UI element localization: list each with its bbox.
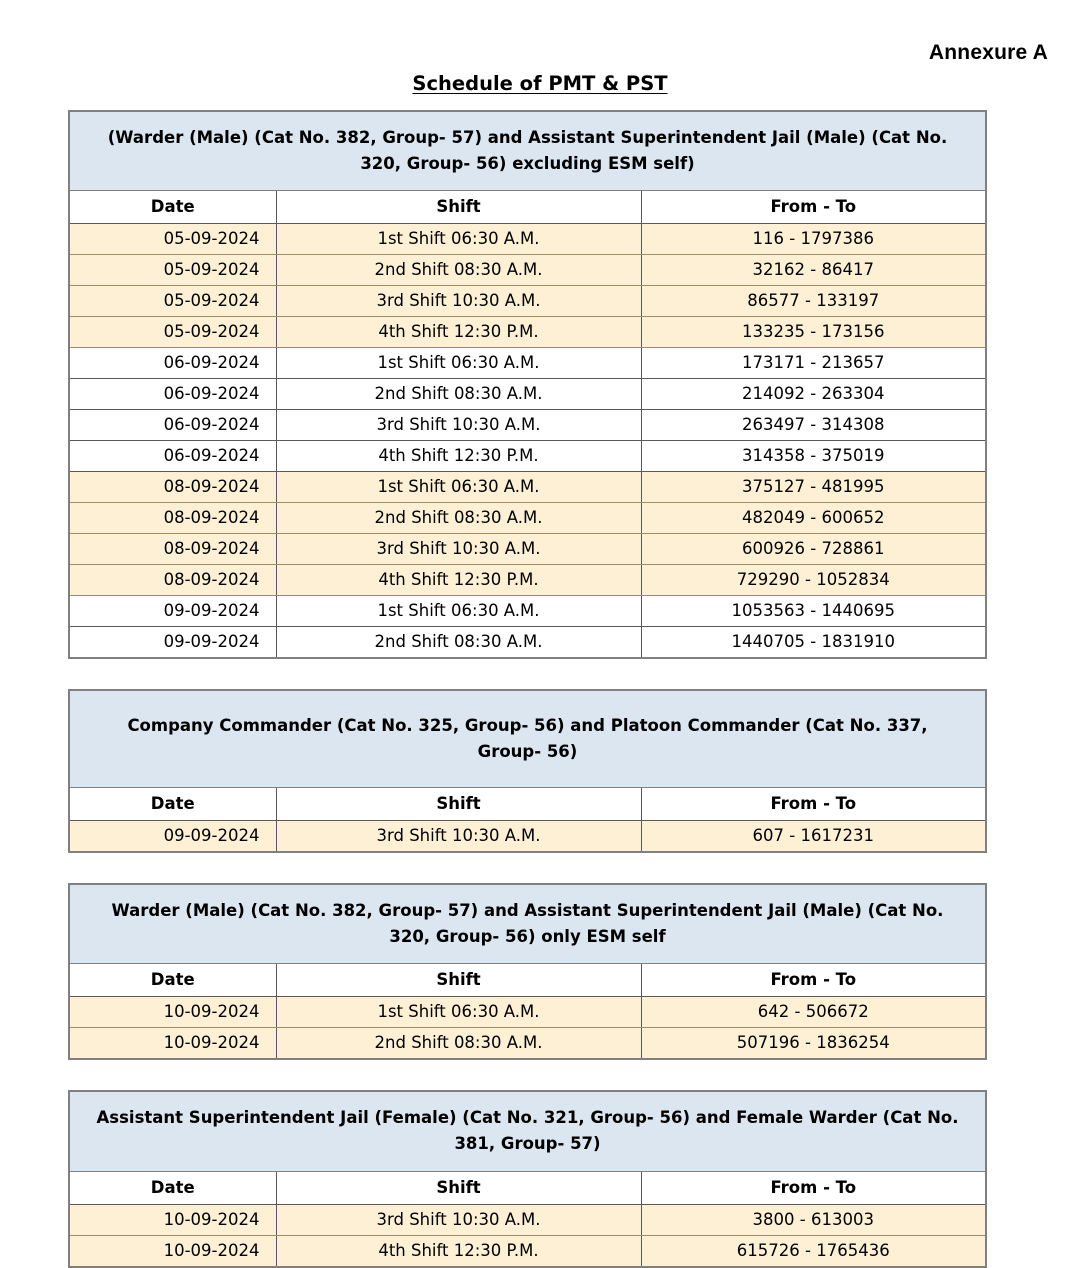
cell-date: 09-09-2024 — [69, 596, 276, 627]
table-header-row — [69, 191, 986, 224]
cell-date: 10-09-2024 — [69, 1235, 276, 1267]
column-header-range: From - To — [641, 788, 986, 821]
table-row — [69, 348, 986, 379]
cell-date: 05-09-2024 — [69, 286, 276, 317]
cell-range: 607 - 1617231 — [641, 821, 986, 853]
table-row — [69, 821, 986, 853]
table-row — [69, 441, 986, 472]
cell-shift: 2nd Shift 08:30 A.M. — [276, 379, 641, 410]
table-title-band: Assistant Superintendent Jail (Female) (Cat No. 321, Group- 56) and Female Warder (Cat No. 381, Group- 57) — [69, 1091, 986, 1171]
column-header-date: Date — [69, 964, 276, 997]
cell-date: 08-09-2024 — [69, 503, 276, 534]
cell-date: 08-09-2024 — [69, 534, 276, 565]
cell-date: 10-09-2024 — [69, 1028, 276, 1060]
cell-date: 08-09-2024 — [69, 565, 276, 596]
cell-shift: 4th Shift 12:30 P.M. — [276, 441, 641, 472]
cell-range: 729290 - 1052834 — [641, 565, 986, 596]
table-title-band: (Warder (Male) (Cat No. 382, Group- 57) and Assistant Superintendent Jail (Male) (Cat No. 320, Group- 56) excluding ESM self) — [69, 111, 986, 191]
cell-date: 09-09-2024 — [69, 821, 276, 853]
table-row — [69, 534, 986, 565]
schedule-table — [68, 883, 987, 1060]
cell-shift: 3rd Shift 10:30 A.M. — [276, 286, 641, 317]
cell-shift: 2nd Shift 08:30 A.M. — [276, 255, 641, 286]
cell-range: 642 - 506672 — [641, 997, 986, 1028]
cell-date: 09-09-2024 — [69, 627, 276, 659]
cell-range: 263497 - 314308 — [641, 410, 986, 441]
table-row — [69, 1204, 986, 1235]
cell-date: 06-09-2024 — [69, 410, 276, 441]
table-title-band: Company Commander (Cat No. 325, Group- 56) and Platoon Commander (Cat No. 337, Group- 56) — [69, 690, 986, 788]
table-row — [69, 1235, 986, 1267]
cell-range: 375127 - 481995 — [641, 472, 986, 503]
cell-range: 3800 - 613003 — [641, 1204, 986, 1235]
page-title: Schedule of PMT & PST — [412, 72, 668, 95]
table-row — [69, 472, 986, 503]
table-row — [69, 286, 986, 317]
cell-range: 314358 - 375019 — [641, 441, 986, 472]
column-header-shift: Shift — [276, 788, 641, 821]
table-row — [69, 317, 986, 348]
table-row — [69, 997, 986, 1028]
annexure-label: Annexure A — [928, 41, 1048, 64]
cell-shift: 3rd Shift 10:30 A.M. — [276, 821, 641, 853]
cell-shift: 2nd Shift 08:30 A.M. — [276, 503, 641, 534]
column-header-date: Date — [69, 1171, 276, 1204]
column-header-date: Date — [69, 191, 276, 224]
cell-range: 214092 - 263304 — [641, 379, 986, 410]
table-row — [69, 224, 986, 255]
column-header-shift: Shift — [276, 1171, 641, 1204]
cell-date: 10-09-2024 — [69, 997, 276, 1028]
column-header-range: From - To — [641, 1171, 986, 1204]
cell-date: 05-09-2024 — [69, 317, 276, 348]
table-row — [69, 565, 986, 596]
cell-date: 05-09-2024 — [69, 255, 276, 286]
table-header-row — [69, 788, 986, 821]
cell-shift: 4th Shift 12:30 P.M. — [276, 565, 641, 596]
cell-range: 32162 - 86417 — [641, 255, 986, 286]
cell-shift: 4th Shift 12:30 P.M. — [276, 317, 641, 348]
cell-date: 06-09-2024 — [69, 379, 276, 410]
schedule-table — [68, 689, 987, 853]
cell-date: 06-09-2024 — [69, 348, 276, 379]
cell-shift: 1st Shift 06:30 A.M. — [276, 348, 641, 379]
cell-shift: 3rd Shift 10:30 A.M. — [276, 410, 641, 441]
cell-range: 615726 - 1765436 — [641, 1235, 986, 1267]
schedule-tables-container — [68, 110, 985, 1268]
cell-date: 08-09-2024 — [69, 472, 276, 503]
cell-shift: 1st Shift 06:30 A.M. — [276, 472, 641, 503]
cell-range: 507196 - 1836254 — [641, 1028, 986, 1060]
cell-range: 173171 - 213657 — [641, 348, 986, 379]
cell-range: 1440705 - 1831910 — [641, 627, 986, 659]
cell-range: 600926 - 728861 — [641, 534, 986, 565]
table-title-band: Warder (Male) (Cat No. 382, Group- 57) and Assistant Superintendent Jail (Male) (Cat No. 320, Group- 56) only ESM self — [69, 884, 986, 964]
column-header-shift: Shift — [276, 191, 641, 224]
cell-range: 482049 - 600652 — [641, 503, 986, 534]
cell-shift: 4th Shift 12:30 P.M. — [276, 1235, 641, 1267]
column-header-date: Date — [69, 788, 276, 821]
table-row — [69, 410, 986, 441]
table-row — [69, 379, 986, 410]
table-row — [69, 627, 986, 659]
cell-shift: 1st Shift 06:30 A.M. — [276, 997, 641, 1028]
cell-range: 86577 - 133197 — [641, 286, 986, 317]
cell-shift: 1st Shift 06:30 A.M. — [276, 224, 641, 255]
cell-date: 10-09-2024 — [69, 1204, 276, 1235]
cell-shift: 2nd Shift 08:30 A.M. — [276, 1028, 641, 1060]
table-header-row — [69, 1171, 986, 1204]
schedule-table — [68, 110, 987, 659]
table-row — [69, 255, 986, 286]
cell-shift: 3rd Shift 10:30 A.M. — [276, 1204, 641, 1235]
schedule-table — [68, 1090, 987, 1267]
table-row — [69, 1028, 986, 1060]
cell-range: 116 - 1797386 — [641, 224, 986, 255]
cell-range: 1053563 - 1440695 — [641, 596, 986, 627]
cell-shift: 2nd Shift 08:30 A.M. — [276, 627, 641, 659]
table-header-row — [69, 964, 986, 997]
table-row — [69, 596, 986, 627]
cell-date: 06-09-2024 — [69, 441, 276, 472]
column-header-shift: Shift — [276, 964, 641, 997]
cell-shift: 3rd Shift 10:30 A.M. — [276, 534, 641, 565]
table-row — [69, 503, 986, 534]
cell-shift: 1st Shift 06:30 A.M. — [276, 596, 641, 627]
cell-range: 133235 - 173156 — [641, 317, 986, 348]
cell-date: 05-09-2024 — [69, 224, 276, 255]
column-header-range: From - To — [641, 191, 986, 224]
column-header-range: From - To — [641, 964, 986, 997]
